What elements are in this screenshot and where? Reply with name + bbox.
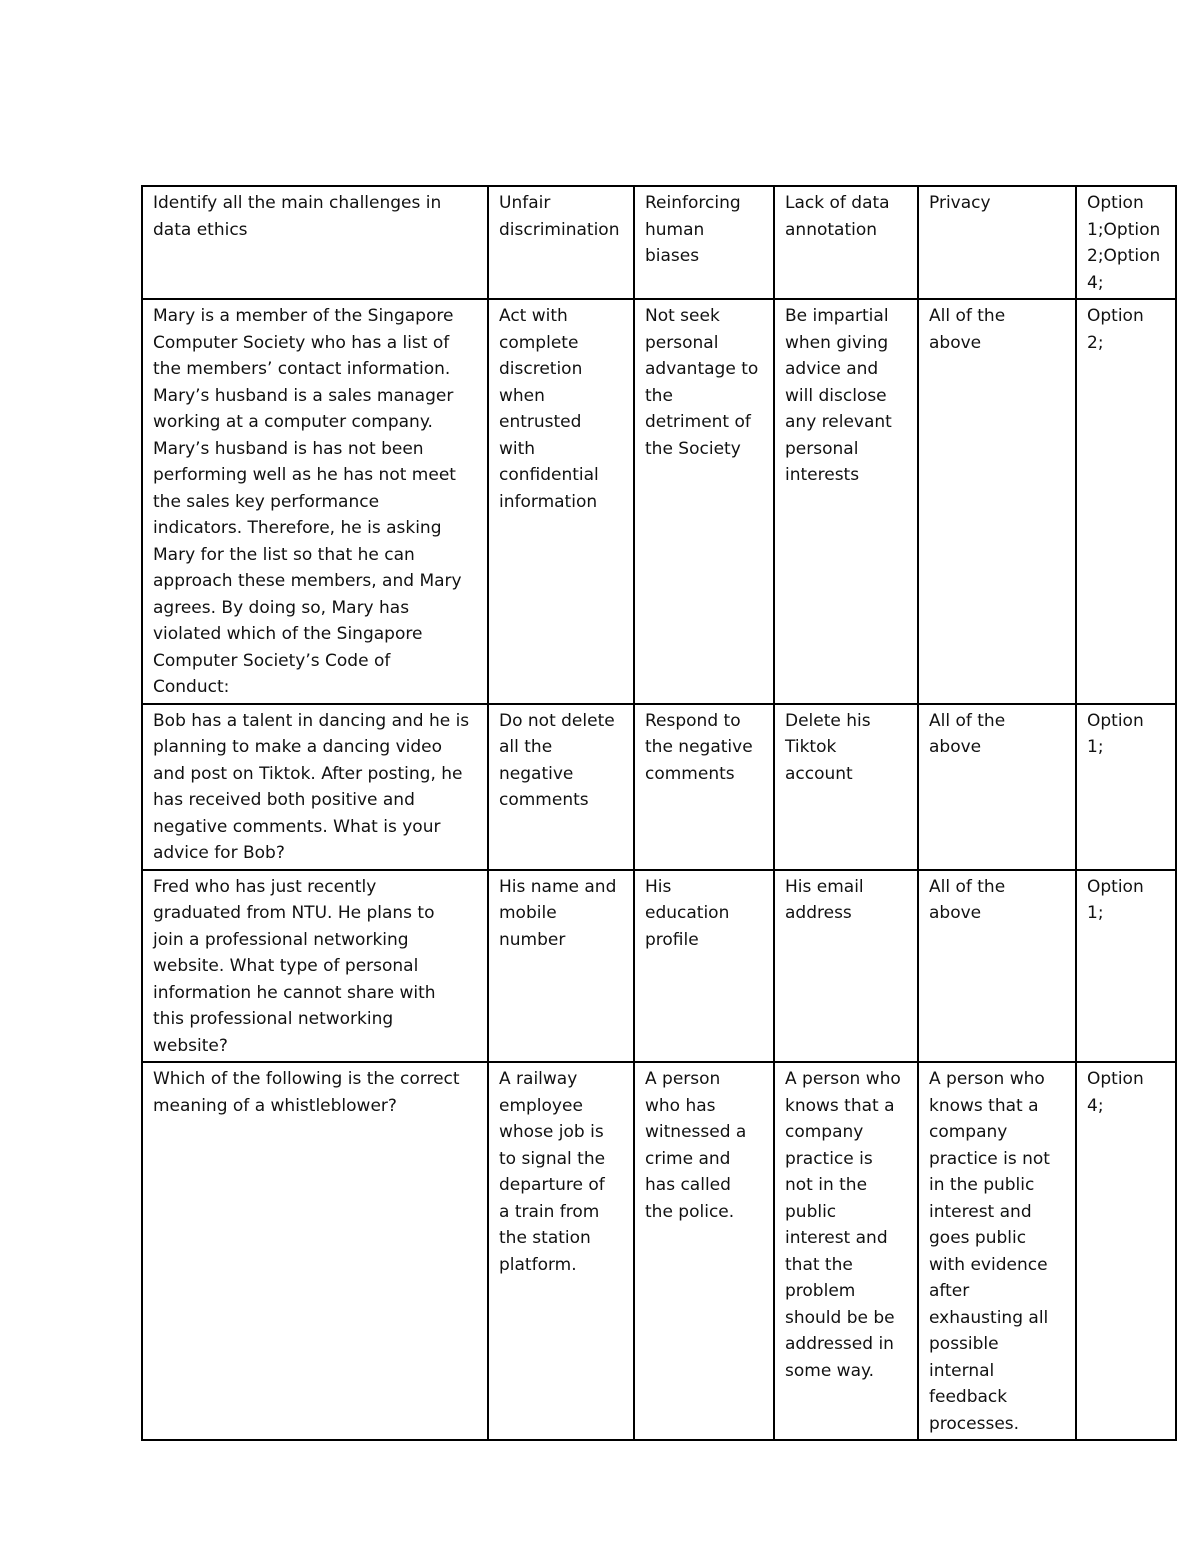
option-3-cell: His email address (774, 870, 918, 1063)
question-cell: Fred who has just recently graduated from NTU. He plans to join a professional networking website. What type of personal information he cannot share with this professional networking website? (142, 870, 488, 1063)
table-row (142, 704, 1176, 870)
option-2-cell: Not seek personal advantage to the detriment of the Society (634, 299, 774, 704)
option-3-cell: Lack of data annotation (774, 186, 918, 299)
table-row (142, 870, 1176, 1063)
option-3-cell: Be impartial when giving advice and will disclose any relevant personal interests (774, 299, 918, 704)
option-4-cell: A person who knows that a company practice is not in the public interest and goes public with evidence after exhausting all possible internal feedback processes. (918, 1062, 1076, 1440)
option-1-cell: His name and mobile number (488, 870, 634, 1063)
question-cell: Which of the following is the correct meaning of a whistleblower? (142, 1062, 488, 1440)
option-4-cell: All of the above (918, 870, 1076, 1063)
option-2-cell: A person who has witnessed a crime and has called the police. (634, 1062, 774, 1440)
option-1-cell: A railway employee whose job is to signal the departure of a train from the station platform. (488, 1062, 634, 1440)
answer-cell: Option 4; (1076, 1062, 1176, 1440)
question-cell: Identify all the main challenges in data ethics (142, 186, 488, 299)
option-4-cell: Privacy (918, 186, 1076, 299)
option-2-cell: His education profile (634, 870, 774, 1063)
question-cell: Bob has a talent in dancing and he is planning to make a dancing video and post on Tiktok. After posting, he has received both positive and negative comments. What is your advice for Bob? (142, 704, 488, 870)
option-4-cell: All of the above (918, 299, 1076, 704)
option-3-cell: Delete his Tiktok account (774, 704, 918, 870)
option-1-cell: Act with complete discretion when entrusted with confidential information (488, 299, 634, 704)
quiz-table (141, 185, 1177, 1441)
option-4-cell: All of the above (918, 704, 1076, 870)
question-cell: Mary is a member of the Singapore Computer Society who has a list of the members’ contact information. Mary’s husband is a sales manager working at a computer company. Mary’s husband is has not been performing well as he has not meet the sales key performance indicators. Therefore, he is asking Mary for the list so that he can approach these members, and Mary agrees. By doing so, Mary has violated which of the Singapore Computer Society’s Code of Conduct: (142, 299, 488, 704)
table-row (142, 1062, 1176, 1440)
option-1-cell: Do not delete all the negative comments (488, 704, 634, 870)
table-row (142, 186, 1176, 299)
option-1-cell: Unfair discrimination (488, 186, 634, 299)
option-3-cell: A person who knows that a company practice is not in the public interest and that the problem should be be addressed in some way. (774, 1062, 918, 1440)
option-2-cell: Respond to the negative comments (634, 704, 774, 870)
option-2-cell: Reinforcing human biases (634, 186, 774, 299)
answer-cell: Option 2; (1076, 299, 1176, 704)
answer-cell: Option 1; (1076, 704, 1176, 870)
table-row (142, 299, 1176, 704)
answer-cell: Option 1;Option 2;Option 4; (1076, 186, 1176, 299)
answer-cell: Option 1; (1076, 870, 1176, 1063)
